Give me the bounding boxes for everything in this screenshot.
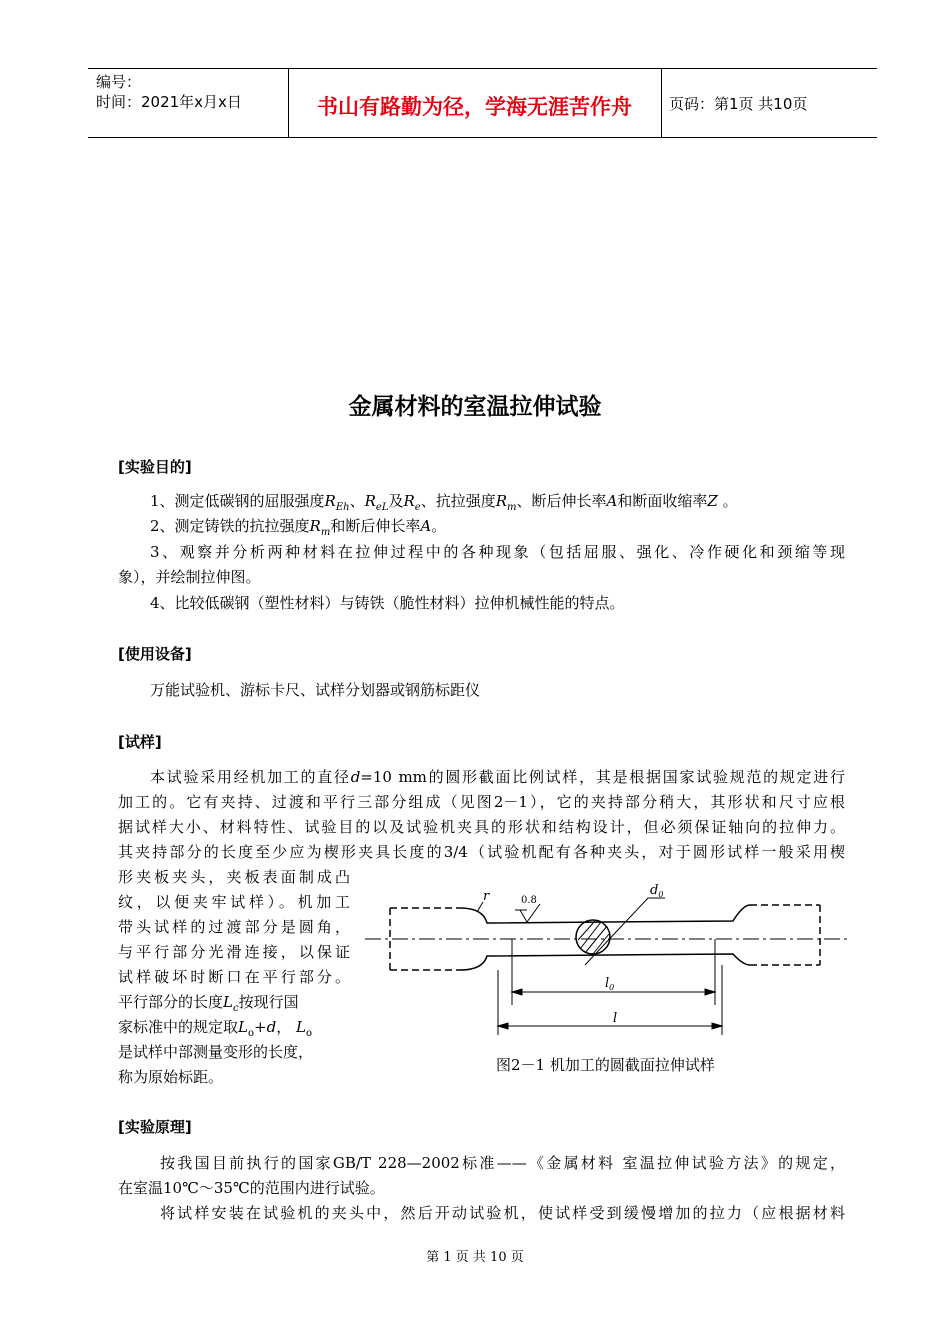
specimen-wrap-9: 称为原始标距。 bbox=[118, 1068, 224, 1086]
time-label: 时间：2021年x月x日 bbox=[96, 93, 242, 111]
specimen-line-3: 据试样大小、材料特性、试验目的以及试验机夹具的形状和结构设计，但必须保证轴向的拉伸力。 bbox=[118, 818, 845, 836]
motto: 书山有路勤为径，学海无涯苦作舟 bbox=[317, 95, 632, 119]
specimen-wrap-1: 形夹板夹头，夹板表面制成凸 bbox=[118, 868, 350, 886]
specimen-wrap-7: 家标准中的规定取$L_o+d$， $L_o$ bbox=[118, 1018, 312, 1039]
purpose-item-1: 1、测定低碳钢的屈服强度$R_{Eh}$、$R_{eL}$及$R_e$、抗拉强度$R_m$、断后伸长率A和断面收缩率Z 。 bbox=[150, 492, 738, 513]
label-l0: $l_0$ bbox=[605, 976, 615, 992]
header-page-cell bbox=[661, 69, 877, 137]
specimen-wrap-5: 试样破坏时断口在平行部分。 bbox=[118, 968, 350, 986]
specimen-drawing bbox=[365, 870, 850, 1045]
section-heading-equipment: [使用设备] bbox=[118, 645, 192, 663]
purpose-item-2: 2、测定铸铁的抗拉强度$R_m$和断后伸长率A。 bbox=[150, 517, 447, 538]
principle-line-3: 将试样安装在试验机的夹头中，然后开动试验机，使试样受到缓慢增加的拉力（应根据材料 bbox=[160, 1204, 845, 1222]
specimen-wrap-2: 纹，以便夹牢试样）。机加工 bbox=[118, 893, 350, 911]
purpose-item-3: 3、观察并分析两种材料在拉伸过程中的各种现象（包括屈服、强化、冷作硬化和颈缩等现 bbox=[150, 543, 845, 561]
specimen-wrap-8: 是试样中部测量变形的长度， bbox=[118, 1043, 314, 1061]
label-l: l bbox=[613, 1011, 618, 1026]
equipment-text: 万能试验机、游标卡尺、试样分划器或钢筋标距仪 bbox=[150, 681, 481, 699]
purpose-item-3-cont: 象），并绘制拉伸图。 bbox=[118, 568, 261, 586]
number-label: 编号： bbox=[96, 73, 142, 91]
specimen-wrap-3: 带头试样的过渡部分是圆角， bbox=[118, 918, 350, 936]
page-label: 页码：第1页 共10页 bbox=[669, 95, 808, 113]
principle-line-2: 在室温10℃～35℃的范围内进行试验。 bbox=[118, 1179, 385, 1197]
specimen-line-1: 本试验采用经机加工的直径d=10 mm的圆形截面比例试样，其是根据国家试验规范的规定进行 bbox=[150, 768, 845, 786]
label-r: r bbox=[483, 889, 490, 904]
label-roughness: 0.8 bbox=[521, 895, 537, 906]
section-heading-specimen: [试样] bbox=[118, 733, 162, 751]
header-motto-cell bbox=[288, 69, 662, 137]
header-meta-cell bbox=[88, 69, 289, 137]
specimen-wrap-6: 平行部分的长度$L_c$按现行国 bbox=[118, 993, 299, 1014]
principle-line-1: 按我国目前执行的国家GB/T 228—2002标准——《金属材料 室温拉伸试验方法》的规定， bbox=[160, 1154, 845, 1172]
document-title: 金属材料的室温拉伸试验 bbox=[348, 394, 602, 420]
specimen-line-2: 加工的。它有夹持、过渡和平行三部分组成（见图2－1），它的夹持部分稍大，其形状和尺寸应根 bbox=[118, 793, 845, 811]
purpose-item-4: 4、比较低碳钢（塑性材料）与铸铁（脆性材料）拉伸机械性能的特点。 bbox=[150, 594, 625, 612]
section-heading-principle: [实验原理] bbox=[118, 1118, 192, 1136]
specimen-wrap-4: 与平行部分光滑连接，以保证 bbox=[118, 943, 350, 961]
section-heading-purpose: [实验目的] bbox=[118, 458, 192, 476]
label-d0: $d_0$ bbox=[650, 883, 664, 899]
page-header bbox=[88, 68, 877, 138]
page-footer: 第 1 页 共 10 页 bbox=[426, 1250, 524, 1265]
figure-caption: 图2－1 机加工的圆截面拉伸试样 bbox=[496, 1056, 715, 1074]
specimen-line-4: 其夹持部分的长度至少应为楔形夹具长度的3/4（试验机配有各种夹头，对于圆形试样一般采用楔 bbox=[118, 843, 845, 861]
